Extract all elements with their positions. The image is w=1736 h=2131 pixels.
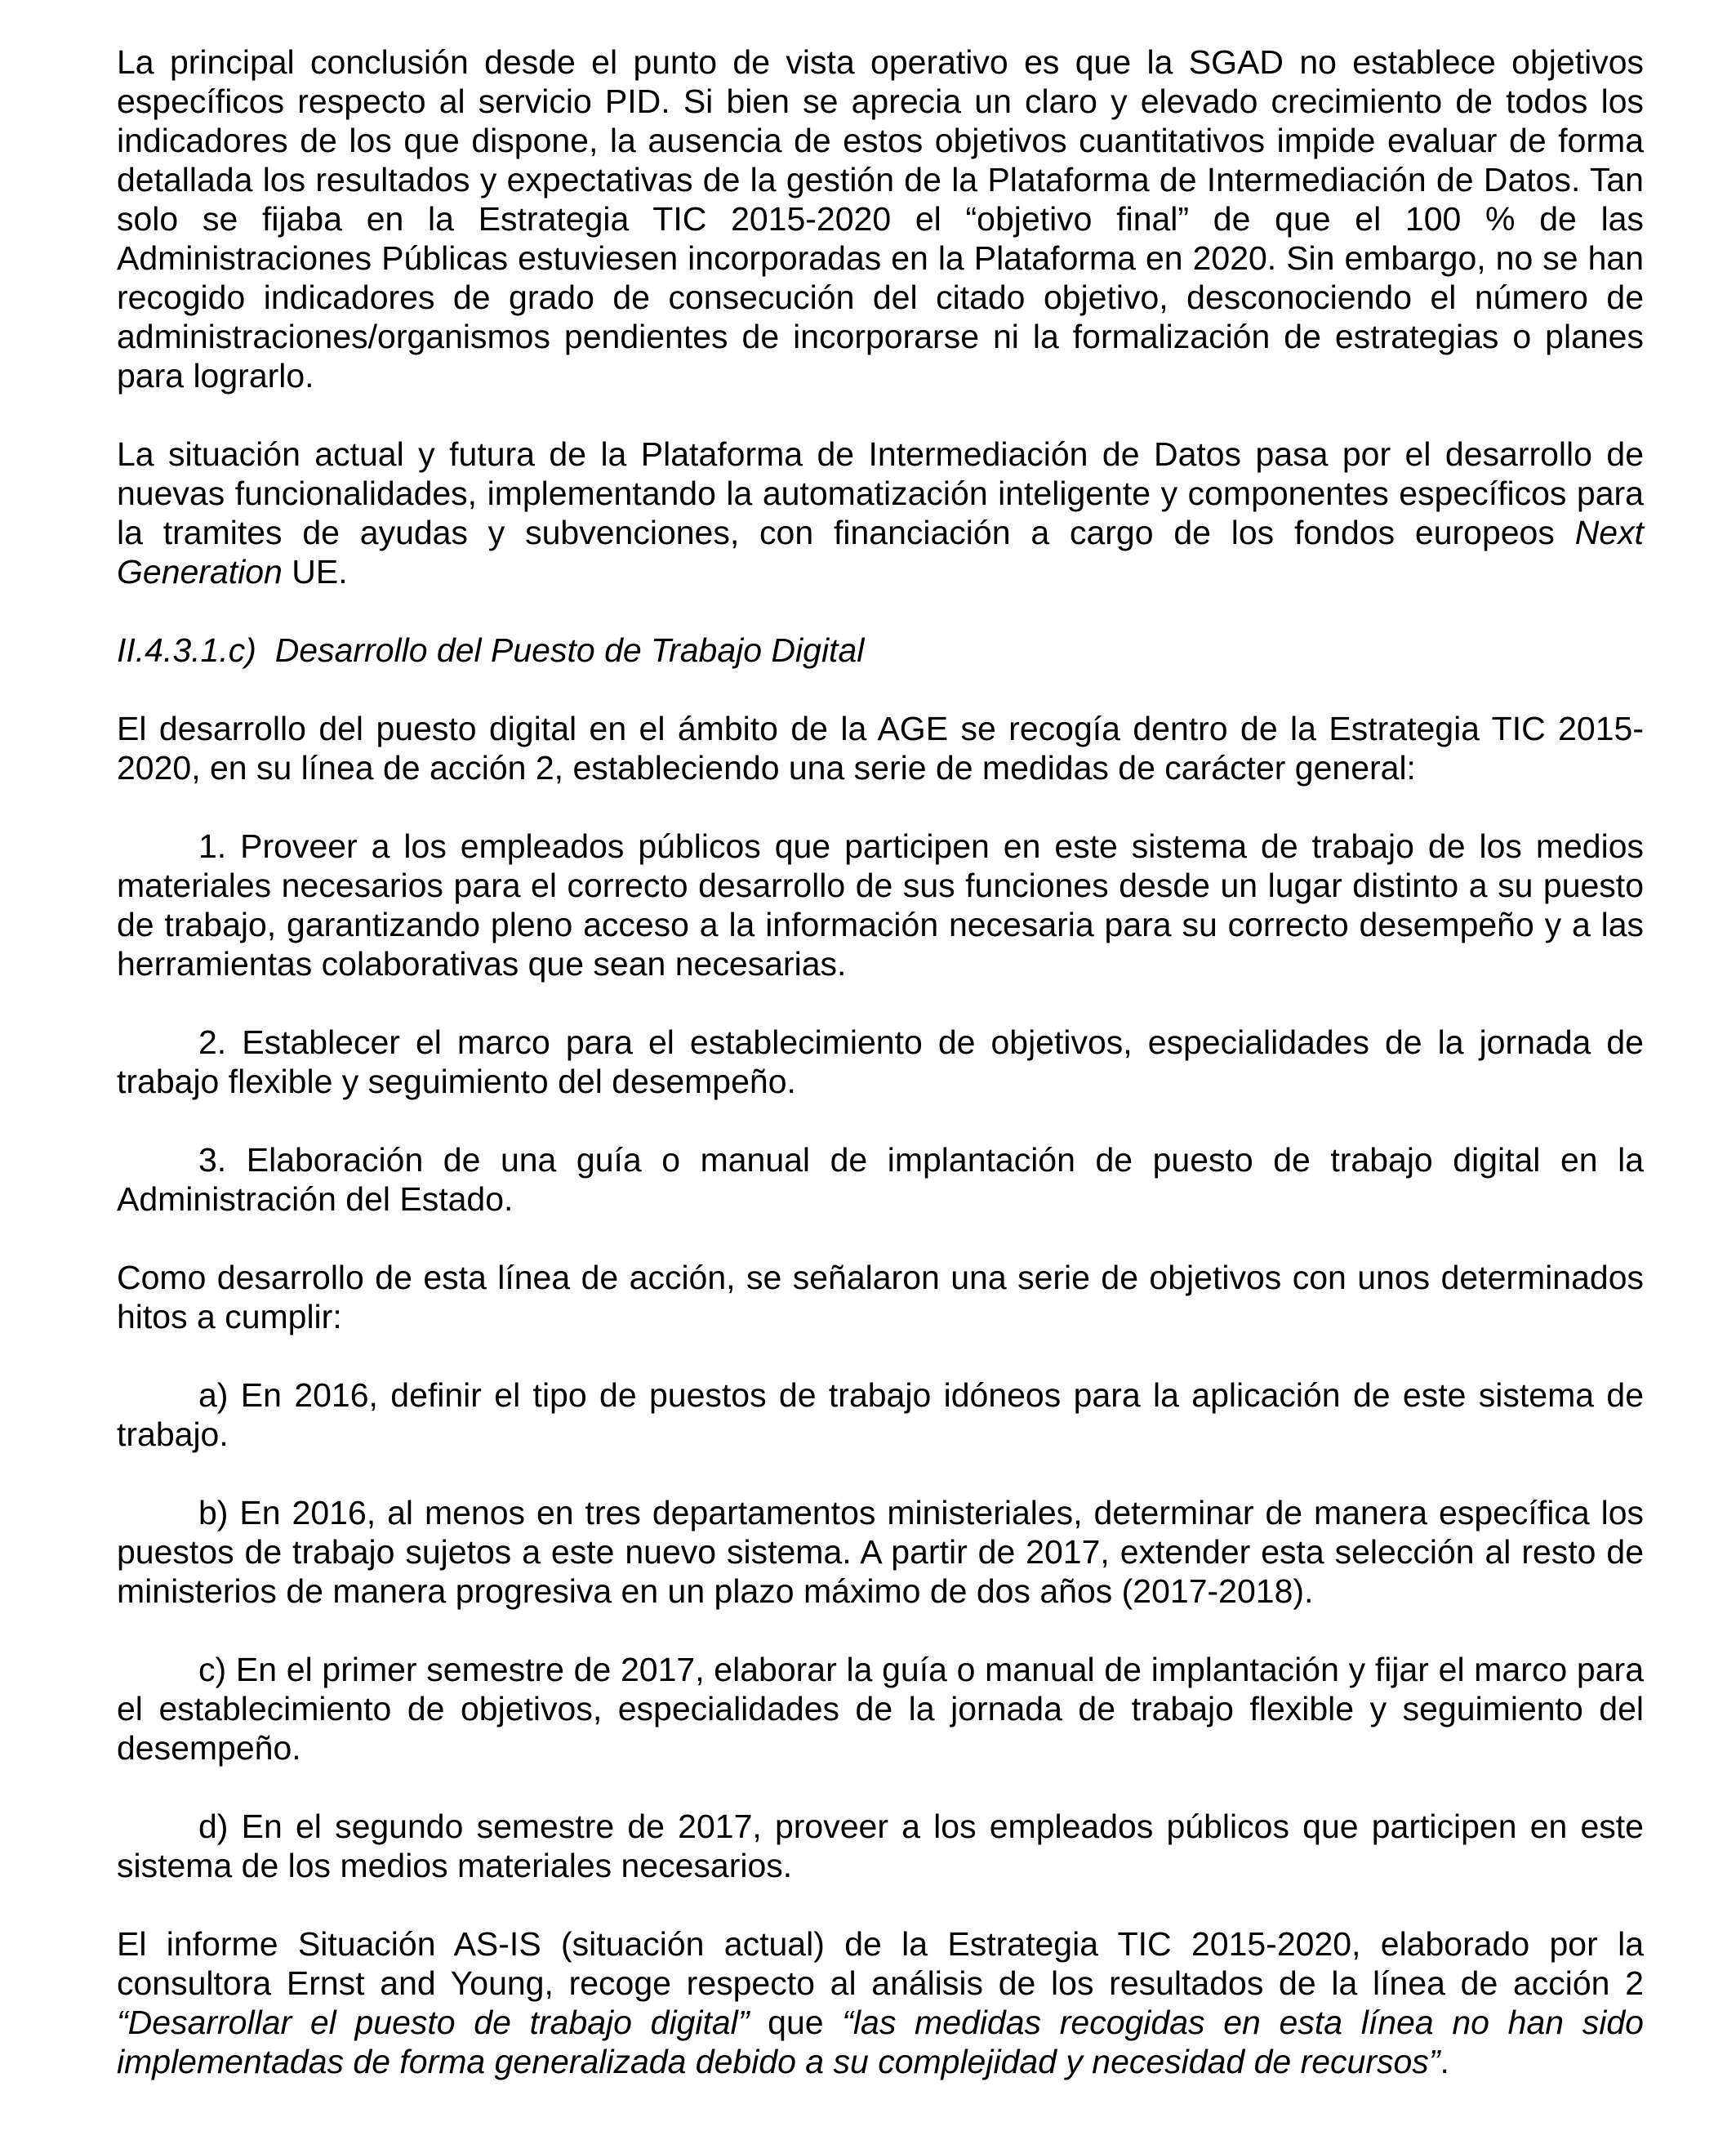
text-run: 1. Proveer a los empleados públicos que participen en este sistema de trabajo de los medios materiales necesarios para el correcto desarrollo de sus funciones desde un lugar distinto a su puesto de trabajo, garantizando pleno acceso a la información necesaria para su correcto desempeño y a las herramientas colaborativas que sean necesarias. (117, 827, 1644, 983)
text-run: La principal conclusión desde el punto de vista operativo es que la SGAD no establece objetivos específicos respecto al servicio PID. Si bien se aprecia un claro y elevado crecimiento de todos los indicadores de los que dispone, la ausencia de estos objetivos cuantitativos impide evaluar de forma detallada los resultados y expectativas de la gestión de la Plataforma de Intermediación de Datos. Tan solo se fijaba en la Estrategia TIC 2015-2020 el “objetivo final” de que el 100 % de las Administraciones Públicas estuviesen incorporadas en la Plataforma en 2020. Sin embargo, no se han recogido indicadores de grado de consecución del citado objetivo, desconociendo el número de administraciones/organismos pendientes de incorporarse ni la formalización de estrategias o planes para lograrlo. (117, 43, 1644, 395)
italic-text-run: “Desarrollar el puesto de trabajo digital” (117, 2004, 750, 2041)
text-run: a) En 2016, definir el tipo de puestos de trabajo idóneos para la aplicación de este sistema de trabajo. (117, 1376, 1644, 1453)
paragraph (117, 42, 1644, 395)
paragraph (117, 709, 1644, 787)
text-run: 3. Elaboración de una guía o manual de implantación de puesto de trabajo digital en la Administración del Estado. (117, 1141, 1644, 1218)
text-run: El desarrollo del puesto digital en el ámbito de la AGE se recogía dentro de la Estrategia TIC 2015-2020, en su línea de acción 2, estableciendo una serie de medidas de carácter general: (117, 710, 1644, 787)
list-item (117, 1375, 1644, 1454)
text-run: 2. Establecer el marco para el establecimiento de objetivos, especialidades de la jornada de trabajo flexible y seguimiento del desempeño. (117, 1023, 1644, 1100)
text-run: UE. (282, 553, 348, 591)
italic-text-run: “las medidas recogidas en esta línea no han sido implementadas de forma generalizada debido a su complejidad y necesidad de recursos” (117, 2004, 1644, 2080)
text-run: b) En 2016, al menos en tres departamentos ministeriales, determinar de manera específica los puestos de trabajo sujetos a este nuevo sistema. A partir de 2017, extender esta selección al resto de ministerios de manera progresiva en un plazo máximo de dos años (2017-2018). (117, 1494, 1644, 1610)
paragraph (117, 1924, 1644, 2081)
text-run: c) En el primer semestre de 2017, elaborar la guía o manual de implantación y fijar el marco para el establecimiento de objetivos, especialidades de la jornada de trabajo flexible y seguimiento del desempeño. (117, 1651, 1644, 1767)
list-item (117, 1807, 1644, 1885)
italic-text-run: II.4.3.1.c) Desarrollo del Puesto de Trabajo Digital (117, 631, 865, 669)
text-run: El informe Situación AS-IS (situación actual) de la Estrategia TIC 2015-2020, elaborado por la consultora Ernst and Young, recoge respecto al análisis de los resultados de la línea de acción 2 (117, 1925, 1644, 2002)
section-heading (117, 631, 1644, 670)
italic-text-run: Next Generation (117, 514, 1644, 591)
list-item (117, 1650, 1644, 1768)
list-item (117, 1493, 1644, 1611)
text-run: La situación actual y futura de la Plataforma de Intermediación de Datos pasa por el desarrollo de nuevas funcionalidades, implementando la automatización inteligente y componentes específicos para la tramites de ayudas y subvenciones, con financiación a cargo de los fondos europeos (117, 435, 1644, 551)
list-item (117, 1140, 1644, 1219)
list-item (117, 827, 1644, 983)
text-run: . (1440, 2043, 1449, 2080)
text-run: Como desarrollo de esta línea de acción, se señalaron una serie de objetivos con unos determinados hitos a cumplir: (117, 1259, 1644, 1335)
text-run: que (749, 2004, 843, 2041)
list-item (117, 1023, 1644, 1101)
paragraph (117, 435, 1644, 591)
text-run: d) En el segundo semestre de 2017, proveer a los empleados públicos que participen en este sistema de los medios materiales necesarios. (117, 1808, 1644, 1884)
paragraph (117, 1258, 1644, 1336)
